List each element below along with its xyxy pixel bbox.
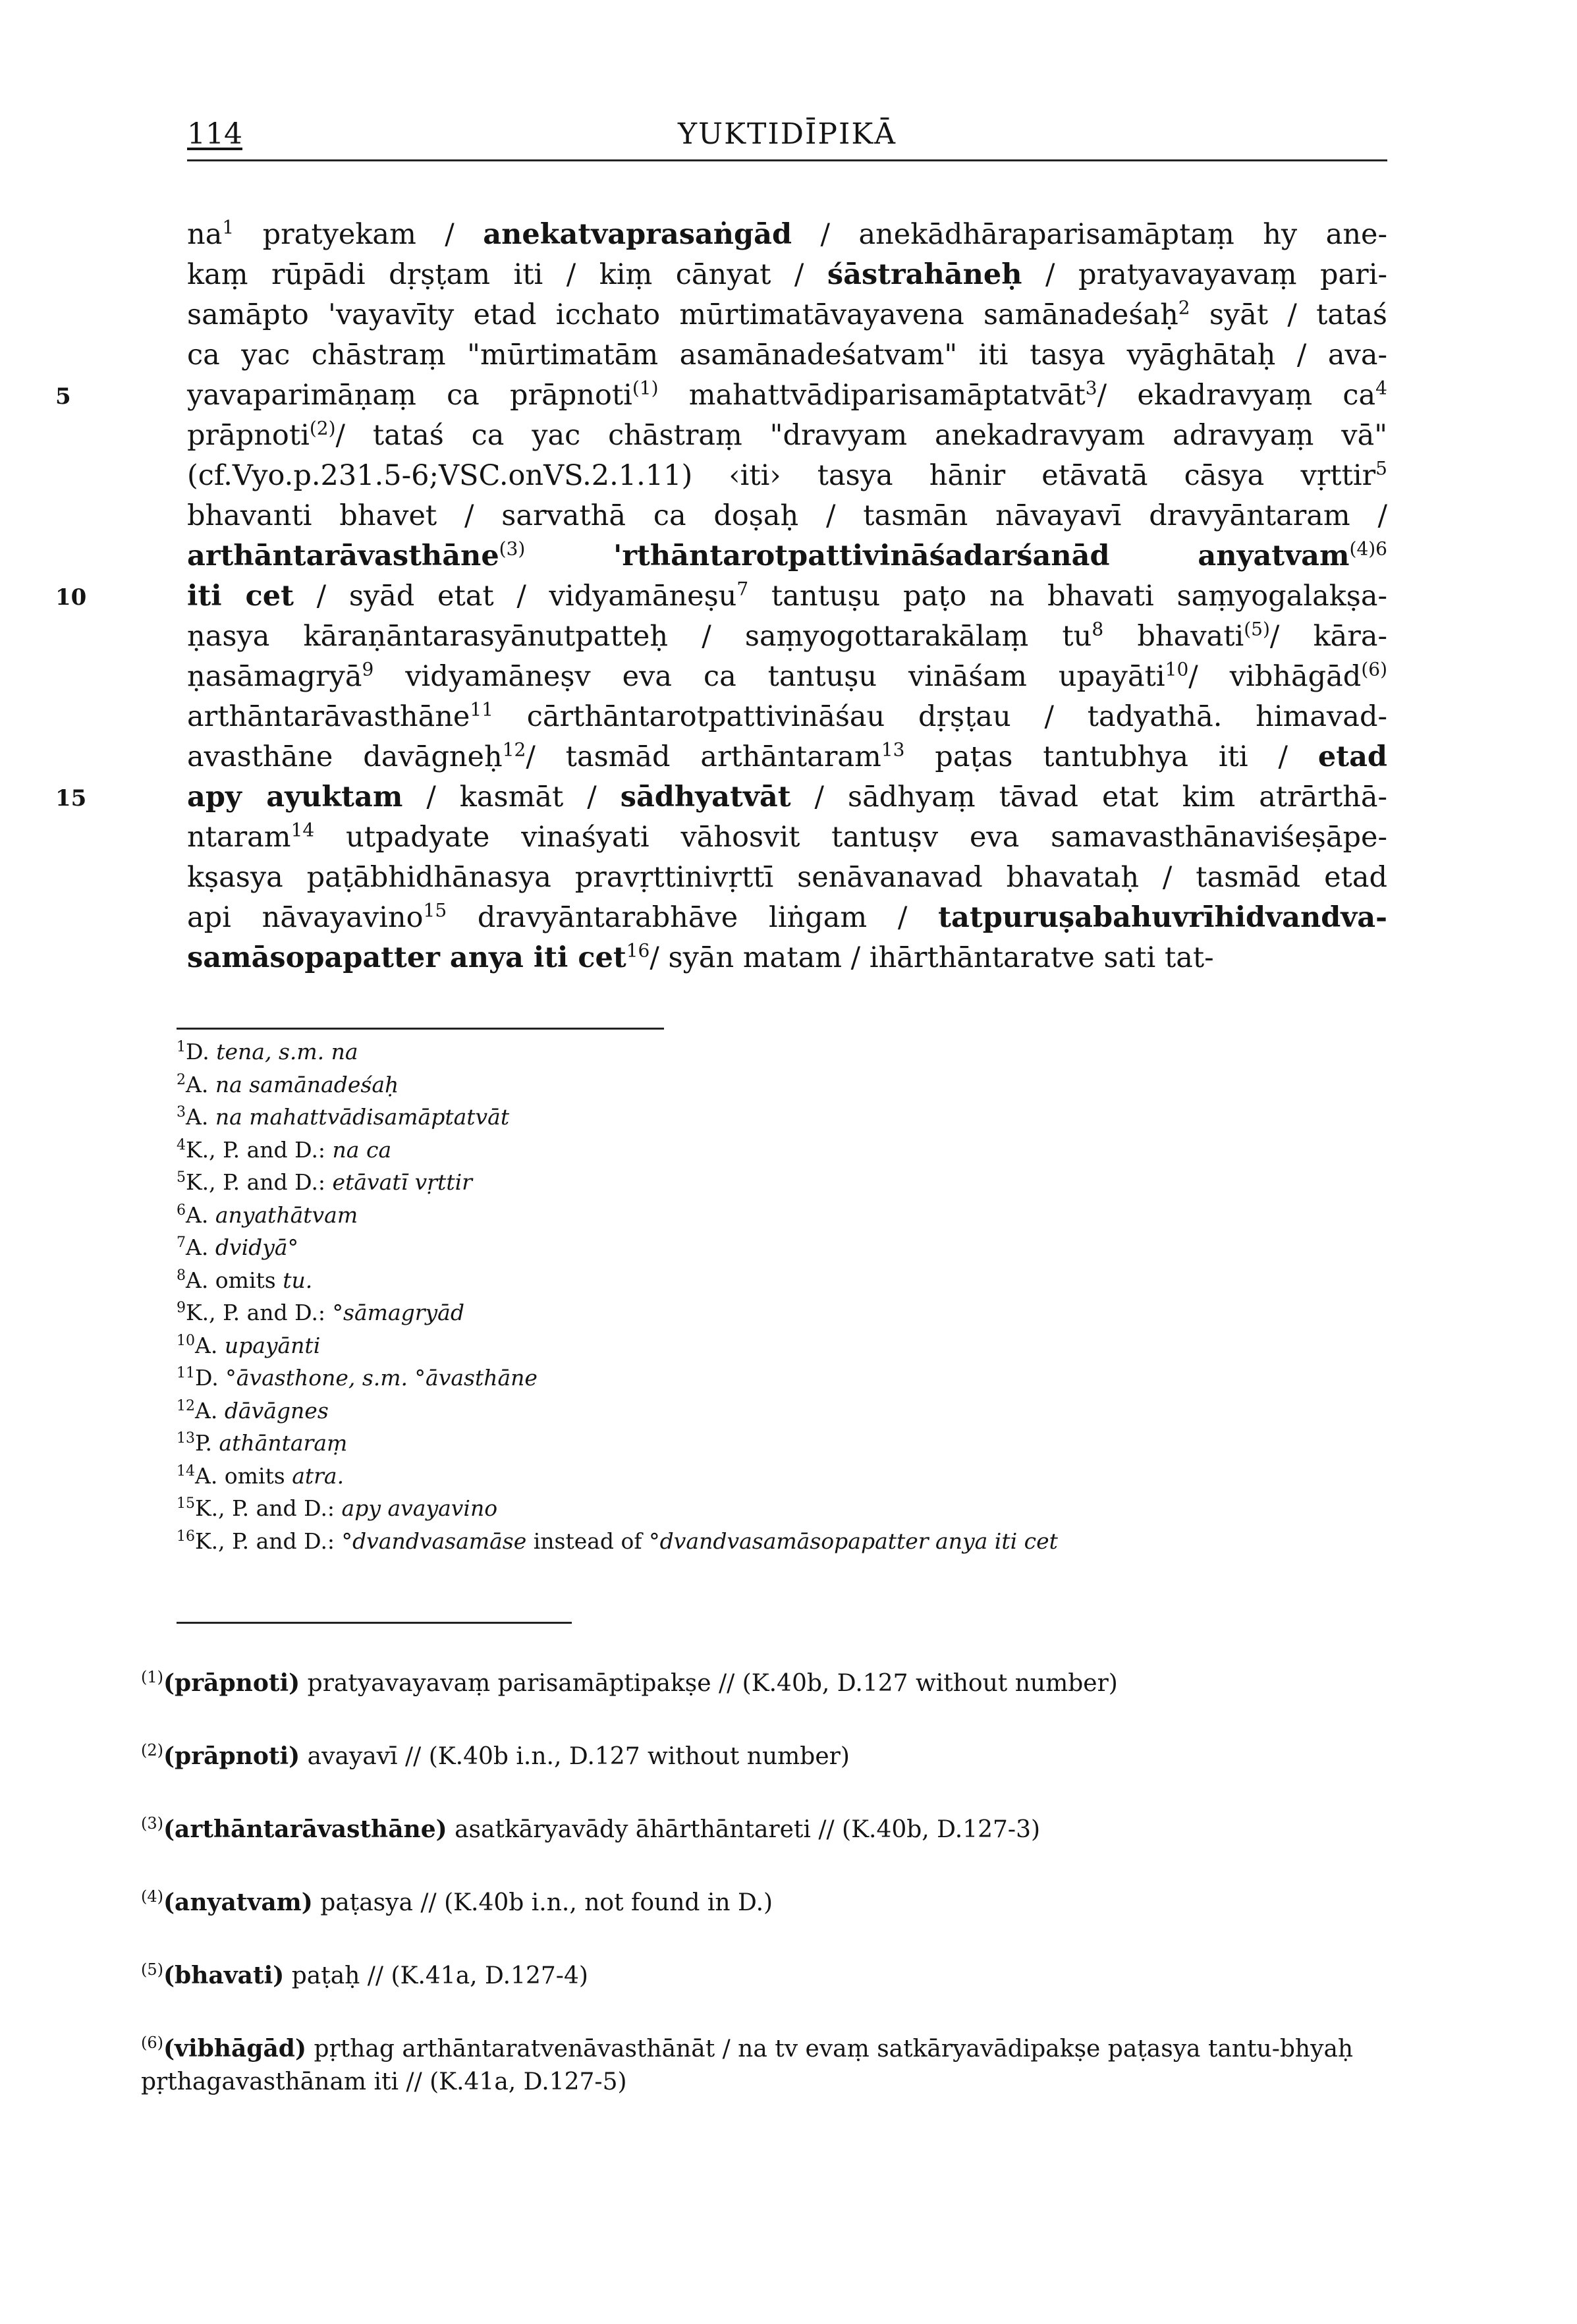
text-line — [187, 617, 1387, 657]
footnote-reading: dāvāgnes — [224, 1397, 329, 1424]
footnote-source: K., P. and D.: — [186, 1300, 333, 1325]
note-marker: (2) — [309, 417, 336, 439]
text-run: avasthāne davāgneḥ — [187, 740, 503, 773]
footnote-source: K., P. and D.: — [186, 1169, 333, 1195]
text-run: śāstrahāneḥ — [827, 258, 1022, 291]
annotation-number: (5) — [141, 1960, 163, 1979]
footnote — [177, 1427, 1296, 1460]
footnote-source: K., P. and D.: — [195, 1495, 342, 1521]
note-marker: 15 — [423, 899, 447, 922]
text-run: ṇasya kāraṇāntarasyānutpatteḥ / saṃyogottarakālaṃ tu — [187, 620, 1092, 653]
footnote-source: D. — [195, 1365, 226, 1391]
footnote-number: 4 — [177, 1136, 186, 1153]
footnote — [177, 1101, 1296, 1134]
footnote — [177, 1231, 1296, 1264]
note-marker: 3 — [1085, 377, 1097, 399]
text-run: paṭas tantubhya iti / — [904, 740, 1318, 773]
text-line — [187, 255, 1387, 295]
text-line — [187, 496, 1387, 536]
footnote — [177, 1329, 1296, 1362]
annotation — [141, 1959, 1373, 1993]
text-run: / tasmād arthāntaram — [526, 740, 881, 773]
footnote-reading: dvidyā° — [215, 1234, 299, 1260]
text-line — [55, 375, 1387, 416]
annotation-text: paṭaḥ // (K.41a, D.127-4) — [284, 1962, 588, 1989]
text-run: anekatvaprasaṅgād — [483, 218, 792, 251]
annotation-term: (anyatvam) — [163, 1889, 313, 1916]
text-line — [187, 295, 1387, 335]
line-number: 5 — [55, 383, 71, 410]
note-marker: (5) — [1244, 618, 1270, 640]
text-line — [187, 657, 1387, 697]
footnote-reading: na samānadeśaḥ — [215, 1071, 399, 1097]
note-marker: (1) — [632, 377, 659, 399]
text-line — [187, 737, 1387, 777]
note-marker: 1 — [222, 216, 235, 238]
footnote-source: K., P. and D.: — [195, 1528, 342, 1554]
footnote-source: A. — [186, 1071, 215, 1097]
footnote-number: 6 — [177, 1202, 186, 1219]
line-number: 15 — [55, 785, 87, 812]
text-run: tantuṣu paṭo na bhavati saṃyogalakṣa- — [748, 580, 1387, 613]
footnote-source: D. — [186, 1039, 217, 1065]
text-run: mahattvādiparisamāptatvāt — [658, 379, 1086, 412]
footnote — [177, 1492, 1296, 1525]
footnote-number: 2 — [177, 1071, 186, 1088]
footnote — [177, 1362, 1296, 1395]
annotation-text: avayavī // (K.40b i.n., D.127 without number) — [300, 1743, 850, 1770]
text-run: apy ayuktam — [187, 781, 403, 814]
footnote — [177, 1296, 1296, 1329]
footnote-reading: etāvatī vṛttir — [332, 1169, 472, 1195]
running-title: YUKTIDĪPIKĀ — [677, 117, 897, 151]
text-run: etad — [1317, 740, 1387, 773]
footnote-reading: apy avayavino — [341, 1495, 498, 1521]
text-run: na — [187, 218, 223, 251]
note-marker: 16 — [626, 939, 650, 962]
text-run: cārthāntarotpattivināśau dṛṣṭau / tadyathā. himavad- — [493, 700, 1387, 733]
footnote — [177, 1525, 1296, 1558]
footnote-reading: na ca — [332, 1136, 392, 1163]
text-run: bhavati — [1103, 620, 1244, 653]
text-run: yavaparimāṇaṃ ca prāpnoti — [187, 379, 632, 412]
text-line — [187, 697, 1387, 737]
text-run: syāt / tataś — [1190, 298, 1387, 331]
note-marker: (6) — [1361, 658, 1387, 680]
note-marker: 14 — [290, 819, 315, 841]
text-line — [187, 335, 1387, 375]
footnotes — [177, 1036, 1296, 1557]
text-line — [187, 898, 1387, 938]
footnote-source: A. omits — [186, 1267, 283, 1293]
text-run: sādhyatvāt — [620, 781, 791, 814]
footnote-reading: tena, s.m. na — [216, 1039, 358, 1065]
annotation — [141, 1667, 1373, 1700]
footnote-reading: atra. — [292, 1462, 345, 1489]
footnote-source: P. — [195, 1430, 219, 1456]
text-run: ca yac chāstraṃ "mūrtimatām asamānadeśatvam" iti tasya vyāghātaḥ / ava- — [187, 339, 1387, 372]
footnote — [177, 1395, 1296, 1427]
annotation — [141, 1886, 1373, 1920]
footnote — [177, 1264, 1296, 1297]
annotation-divider — [177, 1622, 572, 1624]
footnote — [177, 1199, 1296, 1232]
annotation-text: pṛthag arthāntaratvenāvasthānāt / na tv evaṃ satkāryavādipakṣe paṭasya tantu-bhyaḥ pṛthagavasthānam iti // (K.41a, D.127-5) — [141, 2035, 1354, 2095]
footnote-divider — [177, 1028, 664, 1030]
text-run: dravyāntarabhāve liṅgam / — [447, 901, 939, 934]
note-marker: 10 — [1165, 658, 1189, 680]
text-run: arthāntarāvasthāne — [187, 700, 470, 733]
text-run: / pratyavayavaṃ pari- — [1022, 258, 1387, 291]
text-run: / anekādhāraparisamāptaṃ hy ane- — [792, 218, 1387, 251]
annotation-term: (arthāntarāvasthāne) — [163, 1815, 447, 1843]
footnote — [177, 1460, 1296, 1493]
footnote-number: 10 — [177, 1332, 195, 1349]
annotation-term: (prāpnoti) — [163, 1742, 300, 1770]
footnote-source: A. — [195, 1332, 225, 1358]
footnote-reading: na mahattvādisamāptatvāt — [215, 1104, 510, 1130]
footnote-source: A. — [186, 1104, 215, 1130]
footnote-number: 11 — [177, 1365, 195, 1381]
text-line — [187, 215, 1387, 255]
text-run: utpadyate vinaśyati vāhosvit tantuṣv eva samavasthānaviśeṣāpe- — [314, 821, 1387, 854]
annotation — [141, 1813, 1373, 1846]
text-run: kaṃ rūpādi dṛṣṭam iti / kiṃ cānyat / — [187, 258, 827, 291]
footnote-number: 1 — [177, 1039, 186, 1055]
annotation-text: asatkāryavādy āhārthāntareti // (K.40b, D.127-3) — [447, 1816, 1041, 1843]
text-run: ntaram — [187, 821, 291, 854]
text-line — [187, 938, 1387, 978]
annotation-number: (6) — [141, 2034, 163, 2052]
footnote-reading: °dvandvasamāsopapatter anya iti cet — [649, 1528, 1058, 1554]
footnote-reading: tu. — [283, 1267, 313, 1293]
note-marker: 11 — [470, 698, 493, 721]
note-marker: 7 — [736, 578, 749, 600]
line-number: 10 — [55, 584, 87, 611]
footnote-source: K., P. and D.: — [186, 1136, 333, 1163]
annotation-number: (3) — [141, 1814, 163, 1833]
text-line — [187, 536, 1387, 576]
text-run: / sādhyaṃ tāvad etat kim atrārthā- — [790, 781, 1388, 814]
text-run: vidyamāneṣv eva ca tantuṣu vināśam upayāti — [374, 660, 1165, 693]
text-line — [55, 777, 1388, 817]
footnote-number: 14 — [177, 1462, 195, 1480]
text-line — [55, 576, 1387, 617]
footnote-number: 9 — [177, 1300, 186, 1316]
text-run: / vibhāgād — [1188, 660, 1362, 693]
text-run: samāpto 'vayavīty etad icchato mūrtimatāvayavena samānadeśaḥ — [187, 298, 1178, 331]
text-run: / kasmāt / — [402, 781, 621, 814]
annotation — [141, 2032, 1373, 2099]
annotation-number: (2) — [141, 1741, 163, 1759]
annotation-number: (4) — [141, 1887, 163, 1906]
text-run: ṇasāmagryā — [187, 660, 362, 693]
footnote-source: A. — [186, 1202, 215, 1228]
footnote — [177, 1134, 1296, 1167]
footnote-reading: °sāmagryād — [332, 1300, 464, 1325]
page-number: 114 — [187, 117, 242, 151]
text-line — [187, 858, 1387, 898]
footnote-number: 13 — [177, 1430, 195, 1447]
footnote-reading: °dvandvasamāse — [341, 1528, 527, 1554]
text-run: api nāvayavino — [187, 901, 424, 934]
footnote — [177, 1068, 1296, 1101]
footnote-number: 5 — [177, 1169, 186, 1186]
text-run: / ekadravyaṃ ca — [1097, 379, 1376, 412]
text-run: 'rthāntarotpattivināśadarśanād anyatvam — [525, 540, 1350, 572]
annotation-text: pratyavayavaṃ parisamāptipakṣe // (K.40b, D.127 without number) — [300, 1670, 1118, 1697]
text-line — [187, 456, 1387, 496]
annotations — [141, 1667, 1373, 2138]
note-marker: (3) — [499, 538, 526, 560]
text-run: arthāntarāvasthāne — [187, 540, 499, 572]
text-run: / syād etat / vidyamāneṣu — [293, 580, 737, 613]
footnote — [177, 1036, 1296, 1068]
text-run: / kāra- — [1269, 620, 1387, 653]
footnote-reading: anyathātvam — [215, 1202, 358, 1228]
text-run: / syān matam / ihārthāntaratve sati tat- — [650, 941, 1214, 974]
annotation-term: (bhavati) — [163, 1962, 285, 1989]
annotation-term: (vibhāgād) — [163, 2035, 307, 2062]
main-text — [55, 215, 1388, 978]
text-run: samāsopapatter anya iti cet — [187, 941, 626, 974]
note-marker: 9 — [362, 658, 374, 680]
footnote-source: A. omits — [195, 1462, 292, 1489]
text-line — [187, 416, 1387, 456]
footnote-number: 16 — [177, 1528, 195, 1545]
footnote-reading: upayānti — [224, 1332, 321, 1358]
footnote-source: A. — [186, 1234, 215, 1260]
text-run: bhavanti bhavet / sarvathā ca doṣaḥ / tasmān nāvayavī dravyāntaram / — [187, 499, 1387, 532]
footnote-number: 8 — [177, 1267, 186, 1284]
footnote-number: 12 — [177, 1397, 195, 1414]
text-line — [187, 817, 1387, 858]
footnote-number: 7 — [177, 1234, 186, 1251]
text-run: / tataś ca yac chāstraṃ "dravyam anekadravyam adravyaṃ vā" — [335, 419, 1387, 452]
footnote-number: 15 — [177, 1495, 195, 1512]
note-marker: 4 — [1375, 377, 1387, 399]
text-run: pratyekam / — [234, 218, 484, 251]
note-marker: 12 — [502, 738, 526, 761]
annotation — [141, 1740, 1373, 1773]
note-marker: 13 — [881, 738, 905, 761]
footnote-reading: athāntaraṃ — [219, 1430, 348, 1456]
note-marker: 8 — [1092, 618, 1104, 640]
annotation-number: (1) — [141, 1668, 163, 1686]
note-marker: 5 — [1375, 457, 1387, 480]
text-run: tatpuruṣabahuvrīhidvandva- — [938, 901, 1387, 934]
text-run: prāpnoti — [187, 419, 310, 452]
note-marker: (4)6 — [1349, 538, 1387, 560]
text-run: (cf.Vyo.p.231.5-6;VSC.onVS.2.1.11) ‹iti› tasya hānir etāvatā cāsya vṛttir — [187, 459, 1376, 492]
footnote-number: 3 — [177, 1104, 186, 1120]
annotation-text: paṭasya // (K.40b i.n., not found in D.) — [312, 1889, 773, 1916]
running-head — [187, 113, 1387, 161]
footnote — [177, 1166, 1296, 1199]
footnote-connector: instead of — [526, 1528, 650, 1554]
footnote-reading: °āvasthone, s.m. °āvasthāne — [225, 1365, 538, 1391]
footnote-source: A. — [195, 1397, 225, 1424]
annotation-term: (prāpnoti) — [163, 1669, 300, 1697]
text-run: iti cet — [187, 580, 294, 613]
note-marker: 2 — [1178, 296, 1190, 319]
text-run: kṣasya paṭābhidhānasya pravṛttinivṛttī senāvanavad bhavataḥ / tasmād etad — [187, 861, 1387, 894]
